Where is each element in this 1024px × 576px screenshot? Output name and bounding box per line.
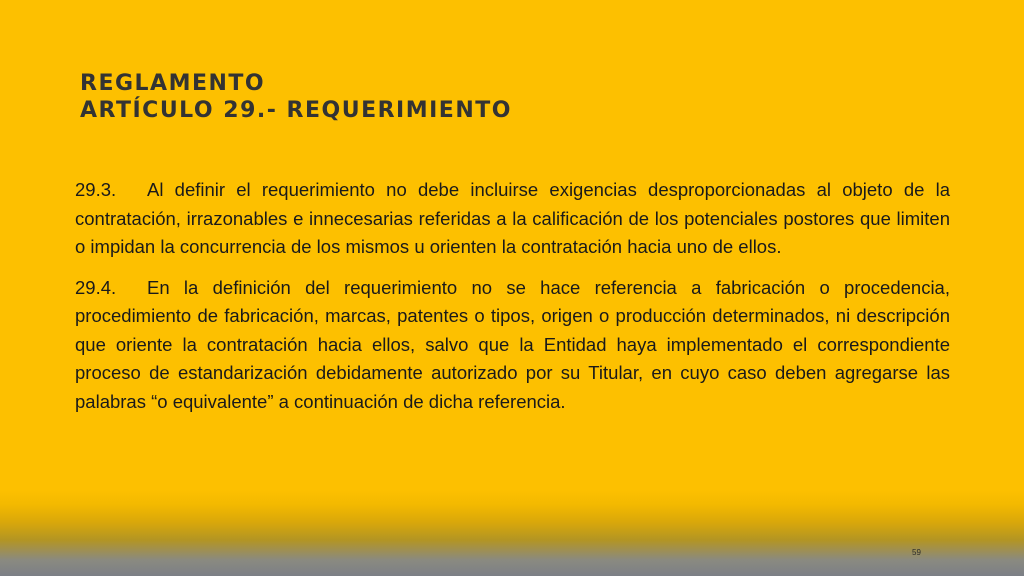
paragraph-text: En la definición del requerimiento no se hace referencia a fabricación o procedencia, procedimiento de fabricación, marcas, patentes o tipos, origen o producción determinados, ni descripción que oriente la contratación hacia ellos, salvo que la Entidad haya implementado el correspondiente proceso de estandarización debidamente autorizado por su Titular, en cuyo caso deben agregarse las palabras “o equivalente” a continuación de dicha referencia. (75, 276, 950, 412)
paragraph-29-3 (75, 176, 950, 262)
title-line-1: REGLAMENTO (80, 71, 266, 96)
paragraph-29-4 (75, 274, 950, 417)
page-number: 59 (912, 548, 921, 557)
title-line-2: ARTÍCULO 29.- REQUERIMIENTO (80, 98, 512, 123)
slide-body (75, 176, 950, 428)
slide-title (80, 70, 512, 124)
paragraph-number: 29.3. (75, 179, 117, 200)
paragraph-number: 29.4. (75, 276, 117, 298)
paragraph-text: Al definir el requerimiento no debe incluirse exigencias desproporcionadas al objeto de la contratación, irrazonables e innecesarias referidas a la calificación de los potenciales postores que limiten o impidan la concurrencia de los mismos u orienten la contratación hacia uno de ellos. (75, 179, 950, 257)
